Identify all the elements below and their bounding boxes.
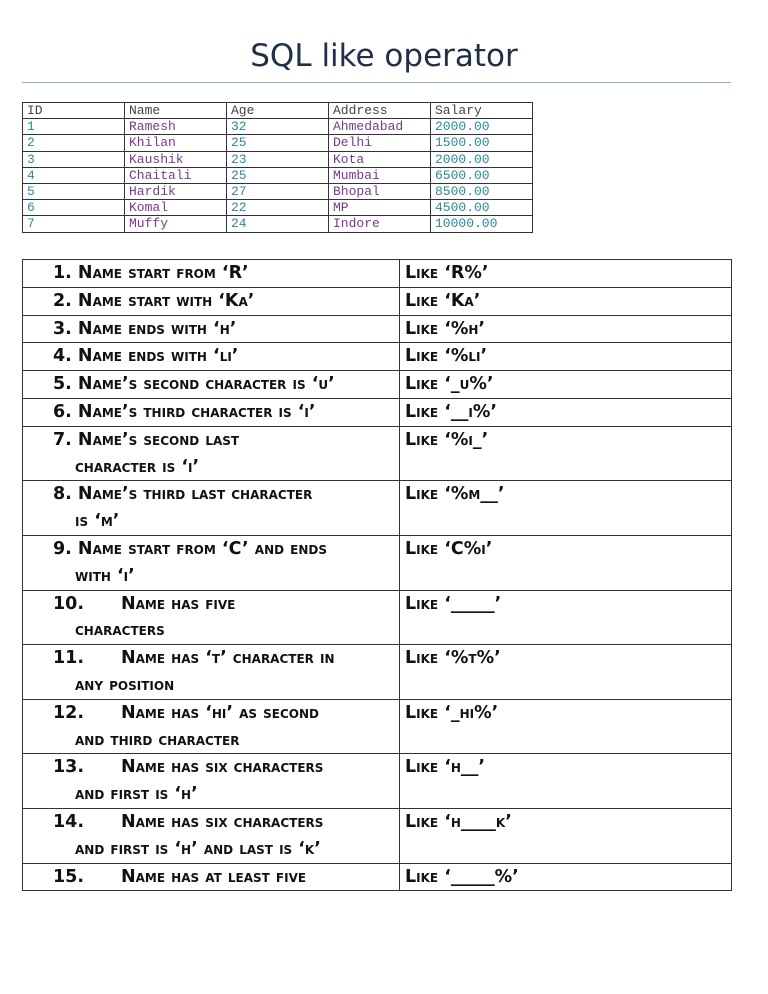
description-continuation: character is ‘i’ xyxy=(75,456,200,477)
operator-row xyxy=(23,754,732,809)
description-text: Name start from ‘C’ and ends xyxy=(77,538,328,559)
item-number: 6. xyxy=(53,401,72,422)
cell-address: MP xyxy=(329,200,431,216)
operator-description xyxy=(23,535,400,590)
item-number: 9. xyxy=(53,538,72,559)
operator-row xyxy=(23,426,732,481)
table-row xyxy=(23,216,533,232)
cell-age: 32 xyxy=(227,119,329,135)
cell-id: 1 xyxy=(23,119,125,135)
operator-pattern: Like ‘_____%’ xyxy=(400,863,732,891)
cell-address: Bhopal xyxy=(329,184,431,200)
operator-pattern: Like ‘%li’ xyxy=(400,343,732,371)
description-first-line xyxy=(23,316,399,343)
like-operator-table xyxy=(22,259,732,891)
operator-description xyxy=(23,426,400,481)
operator-row xyxy=(23,287,732,315)
cell-address: Indore xyxy=(329,216,431,232)
header-age: Age xyxy=(227,103,329,119)
description-continuation: with ‘i’ xyxy=(75,565,135,586)
cell-salary: 10000.00 xyxy=(431,216,533,232)
description-text: Name ends with ‘li’ xyxy=(77,346,239,367)
operator-row xyxy=(23,343,732,371)
operator-description xyxy=(23,645,400,700)
operator-pattern: Like ‘%h’ xyxy=(400,315,732,343)
header-id: ID xyxy=(23,103,125,119)
cell-name: Khilan xyxy=(125,135,227,151)
operator-description xyxy=(23,699,400,754)
cell-salary: 8500.00 xyxy=(431,184,533,200)
operator-pattern: Like ‘C%i’ xyxy=(400,535,732,590)
description-continuation: any position xyxy=(75,674,175,695)
operator-description xyxy=(23,808,400,863)
header-address: Address xyxy=(329,103,431,119)
table-row xyxy=(23,135,533,151)
operator-description xyxy=(23,398,400,426)
description-text: Name has six characters xyxy=(121,811,324,832)
item-number: 3. xyxy=(53,318,72,339)
operator-description xyxy=(23,287,400,315)
item-number: 10. xyxy=(53,593,85,614)
description-text: Name’s second character is ‘u’ xyxy=(77,374,335,395)
item-number: 5. xyxy=(53,374,72,395)
description-continuation: and third character xyxy=(75,729,240,750)
description-text: Name’s second last xyxy=(77,429,240,450)
cell-age: 25 xyxy=(227,135,329,151)
operator-row xyxy=(23,481,732,536)
item-number: 11. xyxy=(53,648,85,669)
cell-salary: 6500.00 xyxy=(431,167,533,183)
description-text: Name has ‘hi’ as second xyxy=(121,702,319,723)
cell-id: 2 xyxy=(23,135,125,151)
operator-row xyxy=(23,371,732,399)
cell-id: 5 xyxy=(23,184,125,200)
description-first-line xyxy=(23,427,399,454)
description-text: Name has five xyxy=(121,593,236,614)
operator-row xyxy=(23,699,732,754)
description-continuation: and first is ‘h’ and last is ‘k’ xyxy=(75,838,321,859)
description-first-line xyxy=(23,591,399,618)
description-first-line xyxy=(23,700,399,727)
cell-age: 22 xyxy=(227,200,329,216)
table-row xyxy=(23,119,533,135)
description-continuation: and first is ‘h’ xyxy=(75,784,198,805)
table-row xyxy=(23,200,533,216)
table-row xyxy=(23,167,533,183)
operator-row xyxy=(23,260,732,288)
cell-age: 23 xyxy=(227,151,329,167)
operator-pattern: Like ‘__i%’ xyxy=(400,398,732,426)
table-header-row xyxy=(23,103,533,119)
operator-description xyxy=(23,590,400,645)
title-divider xyxy=(22,82,731,83)
cell-age: 27 xyxy=(227,184,329,200)
item-number: 7. xyxy=(53,429,72,450)
operator-description xyxy=(23,343,400,371)
description-text: Name’s third character is ‘i’ xyxy=(77,401,316,422)
cell-address: Kota xyxy=(329,151,431,167)
table-row xyxy=(23,151,533,167)
operator-pattern: Like ‘h__’ xyxy=(400,754,732,809)
operator-pattern: Like ‘_hi%’ xyxy=(400,699,732,754)
cell-salary: 1500.00 xyxy=(431,135,533,151)
description-first-line xyxy=(23,864,399,891)
cell-id: 4 xyxy=(23,167,125,183)
operator-row xyxy=(23,590,732,645)
cell-id: 6 xyxy=(23,200,125,216)
cell-name: Komal xyxy=(125,200,227,216)
description-first-line xyxy=(23,371,399,398)
operator-row xyxy=(23,808,732,863)
operator-pattern: Like ‘R%’ xyxy=(400,260,732,288)
operator-pattern: Like ‘%i_’ xyxy=(400,426,732,481)
header-name: Name xyxy=(125,103,227,119)
operator-description xyxy=(23,754,400,809)
operator-description xyxy=(23,863,400,891)
description-text: Name’s third last character xyxy=(77,484,313,505)
employee-table xyxy=(22,102,533,233)
cell-id: 3 xyxy=(23,151,125,167)
description-continuation: characters xyxy=(75,620,165,641)
cell-id: 7 xyxy=(23,216,125,232)
description-first-line xyxy=(23,754,399,781)
cell-address: Ahmedabad xyxy=(329,119,431,135)
cell-salary: 4500.00 xyxy=(431,200,533,216)
operator-pattern: Like ‘Ka’ xyxy=(400,287,732,315)
description-text: Name start from ‘R’ xyxy=(77,263,249,283)
operator-description xyxy=(23,481,400,536)
item-number: 15. xyxy=(53,866,85,887)
description-first-line xyxy=(23,260,399,287)
operator-row xyxy=(23,863,732,891)
operator-row xyxy=(23,645,732,700)
operator-description xyxy=(23,260,400,288)
description-text: Name has ‘t’ character in xyxy=(121,648,335,669)
description-first-line xyxy=(23,481,399,508)
page-title: SQL like operator xyxy=(250,38,518,74)
cell-name: Muffy xyxy=(125,216,227,232)
operator-pattern: Like ‘_____’ xyxy=(400,590,732,645)
item-number: 2. xyxy=(53,290,72,311)
description-text: Name ends with ‘h’ xyxy=(77,318,237,339)
description-first-line xyxy=(23,288,399,315)
cell-age: 24 xyxy=(227,216,329,232)
cell-age: 25 xyxy=(227,167,329,183)
description-first-line xyxy=(23,809,399,836)
cell-address: Mumbai xyxy=(329,167,431,183)
item-number: 4. xyxy=(53,346,72,367)
operator-table-body xyxy=(23,260,732,891)
description-text: Name start with ‘Ka’ xyxy=(77,290,255,311)
header-salary: Salary xyxy=(431,103,533,119)
cell-name: Hardik xyxy=(125,184,227,200)
description-first-line xyxy=(23,343,399,370)
cell-name: Kaushik xyxy=(125,151,227,167)
item-number: 1. xyxy=(53,263,72,283)
description-continuation: is ‘m’ xyxy=(75,511,120,532)
operator-row xyxy=(23,315,732,343)
item-number: 12. xyxy=(53,702,85,723)
description-text: Name has at least five xyxy=(121,866,307,887)
operator-pattern: Like ‘_u%’ xyxy=(400,371,732,399)
operator-row xyxy=(23,535,732,590)
cell-name: Ramesh xyxy=(125,119,227,135)
cell-salary: 2000.00 xyxy=(431,119,533,135)
operator-pattern: Like ‘h____k’ xyxy=(400,808,732,863)
description-text: Name has six characters xyxy=(121,757,324,778)
operator-pattern: Like ‘%t%’ xyxy=(400,645,732,700)
item-number: 13. xyxy=(53,757,85,778)
operator-description xyxy=(23,371,400,399)
cell-salary: 2000.00 xyxy=(431,151,533,167)
description-first-line xyxy=(23,536,399,563)
operator-row xyxy=(23,398,732,426)
operator-pattern: Like ‘%m__’ xyxy=(400,481,732,536)
table-row xyxy=(23,184,533,200)
cell-address: Delhi xyxy=(329,135,431,151)
operator-description xyxy=(23,315,400,343)
item-number: 8. xyxy=(53,484,72,505)
table-body xyxy=(23,119,533,232)
item-number: 14. xyxy=(53,811,85,832)
description-first-line xyxy=(23,645,399,672)
description-first-line xyxy=(23,399,399,426)
cell-name: Chaitali xyxy=(125,167,227,183)
